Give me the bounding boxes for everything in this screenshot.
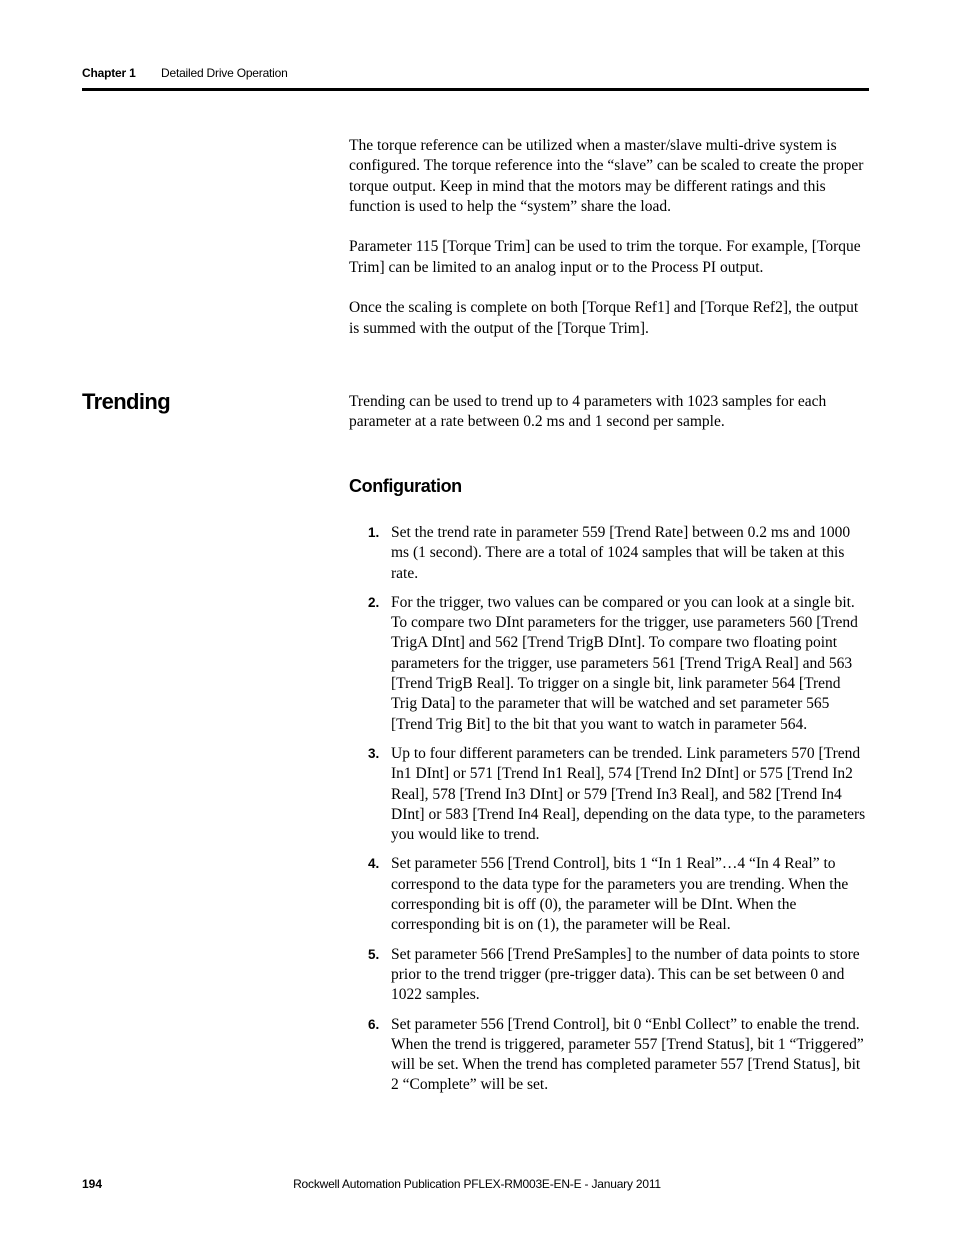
intro-section [349,136,869,359]
step-text: Up to four different parameters can be trended. Link parameters 570 [Trend In1 DInt] or 571 [Trend In1 Real], 574 [Trend In2 DInt] or 575 [Trend In2 Real], 578 [Trend In3 DInt] or 579 [Trend In3 Real], and 582 [Trend In4 DInt] or 583 [Trend In4 Real], depending on the data type, to the parameters you would like to trend. [391,744,866,844]
running-header-title: Detailed Drive Operation [161,66,288,80]
intro-paragraph: Parameter 115 [Torque Trim] can be used to trim the torque. For example, [Torque Trim] can be limited to an analog input or to the Process PI output. [349,238,861,276]
step-number: 5. [368,946,380,962]
list-item [349,523,869,584]
list-item [349,945,869,1006]
step-number: 1. [368,525,380,540]
section-heading-trending: Trending [82,389,171,414]
step-text: Set parameter 556 [Trend Control], bits 1 “In 1 Real”…4 “In 4 Real” to correspond to the data type for the parameters you are trending. When the corresponding bit is off (0), the parameter will be DInt. When the corresponding bit is on (1), the parameter will be Real. [391,855,849,934]
step-text: Set parameter 566 [Trend PreSamples] to the number of data points to store prior to the trend trigger (pre-trigger data). This can be set between 0 and 1022 samples. [391,945,860,1004]
intro-paragraph: Once the scaling is complete on both [Torque Ref1] and [Torque Ref2], the output is summed with the output of the [Torque Trim]. [349,299,859,337]
configuration-steps-list [349,523,869,1105]
list-item [349,854,869,935]
step-number: 2. [368,594,380,610]
step-number: 6. [368,1016,380,1032]
list-item [349,593,869,735]
publication-footer: Rockwell Automation Publication PFLEX-RM003E-EN-E - January 2011 [293,1177,661,1191]
list-item [349,744,869,845]
step-text: Set parameter 556 [Trend Control], bit 0 “Enbl Collect” to enable the trend. When the trend is triggered, parameter 557 [Trend Status], bit 1 “Triggered” will be set. When the trend has completed parameter 557 [Trend Status], bit 2 “Complete” will be set. [391,1015,864,1094]
intro-paragraph: The torque reference can be utilized when a master/slave multi-drive system is configured. The torque reference into the “slave” can be scaled to create the proper torque output. Keep in mind that the motors may be different ratings and this function is used to help the “system” share the load. [349,137,864,215]
step-text: Set the trend rate in parameter 559 [Trend Rate] between 0.2 ms and 1000 ms (1 second). There are a total of 1024 samples that will be taken at this rate. [391,524,851,582]
page-number: 194 [82,1177,103,1191]
subheading-configuration: Configuration [349,476,462,496]
step-number: 4. [368,856,380,872]
trending-intro-paragraph: Trending can be used to trend up to 4 parameters with 1023 samples for each parameter at a rate between 0.2 ms and 1 second per sample. [349,393,827,431]
header-rule [82,88,869,91]
step-text: For the trigger, two values can be compared or you can look at a single bit. To compare two DInt parameters for the trigger, use parameters 560 [Trend TrigA DInt] and 562 [Trend TrigB DInt]. To compare two floating point parameters for the trigger, use parameters 561 [Trend TrigA Real] and 563 [Trend TrigB Real]. To trigger on a single bit, link parameter 564 [Trend Trig Data] to the parameter that will be watched and set parameter 565 [Trend Trig Bit] to the bit that you want to watch in parameter 564. [391,593,858,733]
step-number: 3. [368,745,380,761]
list-item [349,1015,869,1096]
chapter-label: Chapter 1 [82,66,136,80]
